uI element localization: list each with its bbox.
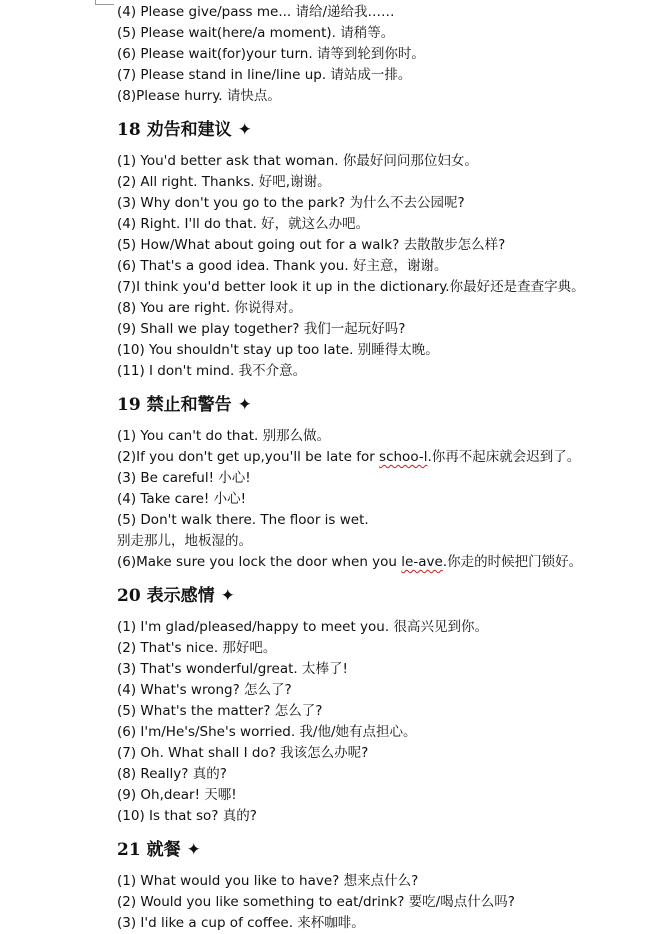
text-segment: (6)Make sure you lock the door when you: [117, 554, 402, 570]
text-line: (3) That's wonderful/great. 太棒了!: [117, 661, 348, 677]
text-line: (3) I'd like a cup of coffee. 来杯咖啡。: [117, 915, 365, 931]
spellcheck-word: le-ave: [401, 554, 443, 570]
text-line: (4) Take care! 小心!: [117, 491, 247, 507]
section-19: [117, 390, 662, 573]
text-line: (5) How/What about going out for a walk? 去散散步怎么样?: [117, 237, 506, 253]
text-line: (6) I'm/He's/She's worried. 我/他/她有点担心。: [117, 724, 417, 740]
text-line: (4) Right. I'll do that. 好，就这么办吧。: [117, 216, 370, 232]
heading-text: 18 劝告和建议: [117, 120, 232, 140]
star-icon: ✦: [237, 120, 252, 140]
text-segment: (2)If you don't get up,you'll be late for: [117, 449, 380, 465]
text-line: (2) Would you like something to eat/drink? 要吃/喝点什么吗?: [117, 894, 515, 910]
section-heading: [117, 115, 662, 145]
text-line: (1) I'm glad/pleased/happy to meet you. 很高兴见到你。: [117, 619, 488, 635]
section-21: [117, 835, 662, 934]
section-18: [117, 115, 662, 382]
section-20: [117, 581, 662, 827]
text-line: [117, 552, 662, 573]
text-line: (10) You shouldn't stay up too late. 别睡得太晚。: [117, 342, 439, 358]
text-line: (2) That's nice. 那好吧。: [117, 640, 277, 656]
star-icon: ✦: [220, 586, 235, 606]
text-line: (1) What would you like to have? 想来点什么?: [117, 873, 419, 889]
text-line: (3) Be careful! 小心!: [117, 470, 251, 486]
section-heading: [117, 581, 662, 611]
section-heading: [117, 390, 662, 420]
text-line: (1) You can't do that. 别那么做。: [117, 428, 331, 444]
text-line: (11) I don't mind. 我不介意。: [117, 363, 307, 379]
text-line: (9) Oh,dear! 天哪!: [117, 787, 237, 803]
section-heading: [117, 835, 662, 865]
heading-text: 21 就餐: [117, 840, 181, 860]
heading-text: 20 表示感情: [117, 586, 215, 606]
text-line: (5) Don't walk there. The floor is wet.: [117, 512, 369, 528]
text-line: (2) All right. Thanks. 好吧,谢谢。: [117, 174, 331, 190]
text-line: (5) Please wait(here/a moment). 请稍等。: [117, 25, 395, 41]
text-line: (10) Is that so? 真的?: [117, 808, 257, 824]
text-line: (6) That's a good idea. Thank you. 好主意，谢谢。: [117, 258, 448, 274]
heading-text: 19 禁止和警告: [117, 395, 232, 415]
star-icon: ✦: [237, 395, 252, 415]
text-line: (8) You are right. 你说得对。: [117, 300, 302, 316]
text-line: (8) Really? 真的?: [117, 766, 227, 782]
text-line: (4) What's wrong? 怎么了?: [117, 682, 292, 698]
text-line: 别走那儿，地板湿的。: [117, 533, 252, 549]
text-line: (4) Please give/pass me... 请给/递给我……: [117, 4, 395, 20]
text-line: (7)I think you'd better look it up in the dictionary.你最好还是查查字典。: [117, 279, 585, 295]
text-line: (8)Please hurry. 请快点。: [117, 88, 281, 104]
document-page: [117, 2, 662, 934]
text-line: (6) Please wait(for)your turn. 请等到轮到你时。: [117, 46, 425, 62]
text-line: (5) What's the matter? 怎么了?: [117, 703, 323, 719]
text-line: (1) You'd better ask that woman. 你最好问问那位妇女。: [117, 153, 478, 169]
spellcheck-word: schoo-l: [379, 449, 428, 465]
text-line: (9) Shall we play together? 我们一起玩好吗?: [117, 321, 406, 337]
text-line: (3) Why don't you go to the park? 为什么不去公园呢?: [117, 195, 465, 211]
text-line: (7) Please stand in line/line up. 请站成一排。: [117, 67, 412, 83]
page-corner-mark: [95, 0, 114, 5]
text-segment: .你再不起床就会迟到了。: [427, 449, 581, 465]
section-17-tail: [117, 2, 662, 107]
star-icon: ✦: [186, 840, 201, 860]
text-line: (7) Oh. What shall I do? 我该怎么办呢?: [117, 745, 369, 761]
text-segment: .你走的时候把门锁好。: [442, 554, 583, 570]
text-line: [117, 447, 662, 468]
